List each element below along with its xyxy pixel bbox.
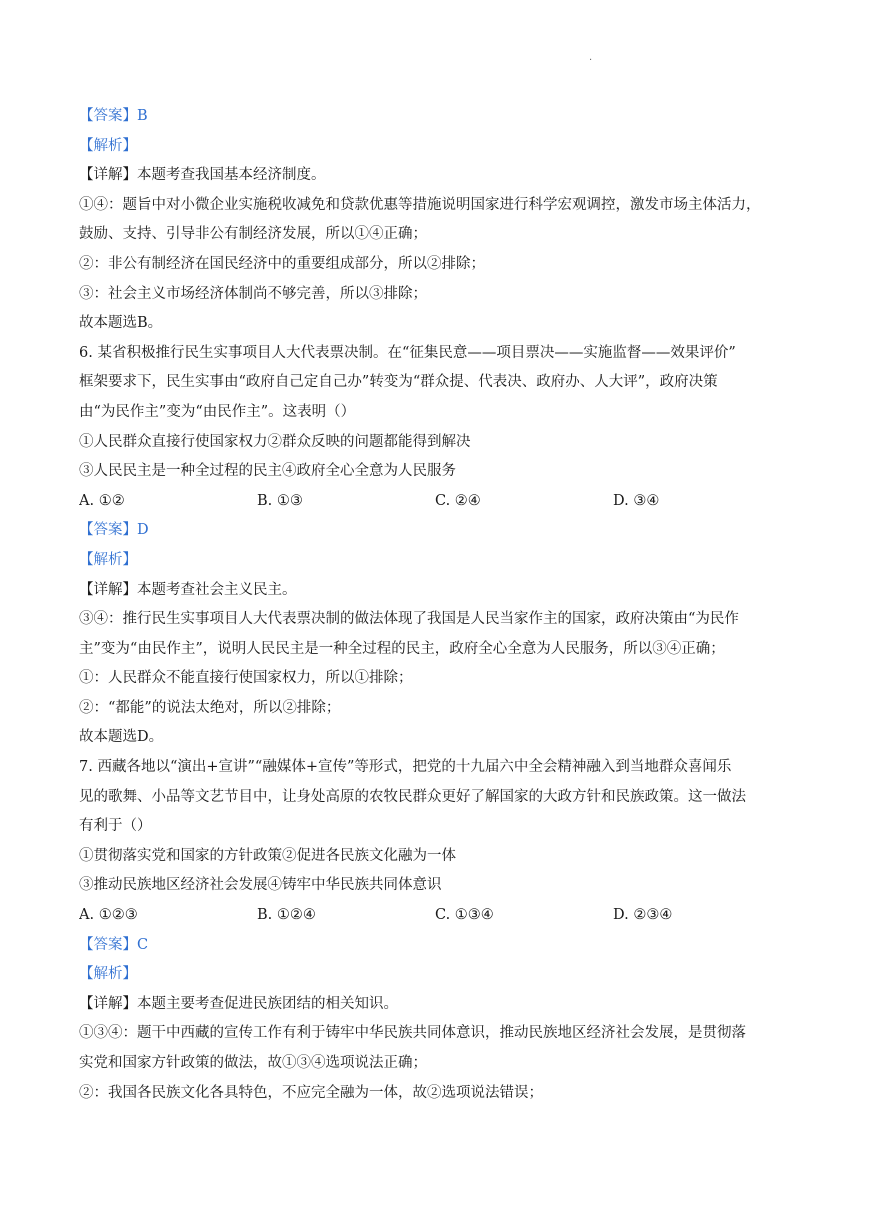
question-7-statement: ①贯彻落实党和国家的方针政策②促进各民族文化融为一体 xyxy=(79,847,456,864)
question-6-stem: 由“为民作主”变为“由民作主”。这表明（） xyxy=(79,403,356,420)
detail-line: ①：人民群众不能直接行使国家权力，所以①排除； xyxy=(79,670,413,687)
option-c: C. ②④ xyxy=(435,492,481,509)
question-6-statement: ③人民民主是一种全过程的民主④政府全心全意为人民服务 xyxy=(79,463,456,480)
detail-line: ②：“都能”的说法太绝对，所以②排除； xyxy=(79,699,341,716)
answer-label: 【答案】D xyxy=(79,522,149,539)
detail-line: 故本题选D。 xyxy=(79,729,164,746)
detail-line: ③：社会主义市场经济体制尚不够完善，所以③排除； xyxy=(79,285,427,302)
detail-line: ①③④：题干中西藏的宣传工作有利于铸牢中华民族共同体意识，推动民族地区经济社会发展，是贯彻落 xyxy=(79,1025,746,1042)
analysis-label: 【解析】 xyxy=(79,551,137,568)
option-d: D. ②③④ xyxy=(613,907,673,924)
detail-line: 鼓励、支持、引导非公有制经济发展，所以①④正确； xyxy=(79,226,427,243)
option-c: C. ①③④ xyxy=(435,907,494,924)
detail-line: 故本题选B。 xyxy=(79,315,163,332)
question-6-stem: 6. 某省积极推行民生实事项目人大代表票决制。在“征集民意——项目票决——实施监督——效果评价” xyxy=(79,344,736,361)
question-7-options xyxy=(79,901,791,931)
option-b: B. ①③ xyxy=(257,492,303,509)
analysis-label: 【解析】 xyxy=(79,966,137,983)
detail-line: 【详解】本题主要考查促进民族团结的相关知识。 xyxy=(79,995,398,1012)
question-6-stem: 框架要求下，民生实事由“政府自己定自己办”转变为“群众提、代表决、政府办、人大评”，政府决策 xyxy=(79,374,718,391)
question-6-statement: ①人民群众直接行使国家权力②群众反映的问题都能得到解决 xyxy=(79,433,471,450)
detail-line: 主”变为“由民作主”，说明人民民主是一种全过程的民主，政府全心全意为人民服务，所以③④正确； xyxy=(79,640,725,657)
answer-label: 【答案】B xyxy=(79,108,148,124)
page-content xyxy=(79,102,791,1108)
detail-line: ②：我国各民族文化各具特色，不应完全融为一体，故②选项说法错误； xyxy=(79,1084,543,1101)
answer-label: 【答案】C xyxy=(79,936,149,953)
option-a: A. ①② xyxy=(79,492,125,509)
detail-line: 【详解】本题考查我国基本经济制度。 xyxy=(79,167,326,184)
question-7-stem: 7. 西藏各地以“演出+宣讲”“融媒体+宣传”等形式，把党的十九届六中全会精神融入到当地群众喜闻乐 xyxy=(79,759,732,776)
question-7-statement: ③推动民族地区经济社会发展④铸牢中华民族共同体意识 xyxy=(79,877,442,894)
option-a: A. ①②③ xyxy=(79,907,138,924)
detail-line: 【详解】本题考查社会主义民主。 xyxy=(79,581,297,598)
analysis-label: 【解析】 xyxy=(79,137,137,154)
detail-line: ③④：推行民生实事项目人大代表票决制的做法体现了我国是人民当家作主的国家，政府决策由“为民作 xyxy=(79,611,739,628)
detail-line: ①④：题旨中对小微企业实施税收减免和贷款优惠等措施说明国家进行科学宏观调控，激发市场主体活力， xyxy=(79,196,761,213)
question-7-stem: 有利于（） xyxy=(79,818,152,835)
option-b: B. ①②④ xyxy=(257,907,316,924)
header-mark: . xyxy=(589,52,593,63)
detail-line: ②：非公有制经济在国民经济中的重要组成部分，所以②排除； xyxy=(79,255,485,272)
detail-line: 实党和国家方针政策的做法，故①③④选项说法正确； xyxy=(79,1055,427,1071)
option-d: D. ③④ xyxy=(613,492,660,509)
question-7-stem: 见的歌舞、小品等文艺节目中，让身处高原的农牧民群众更好了解国家的大政方针和民族政策。这一做法 xyxy=(79,788,746,805)
question-6-options xyxy=(79,487,791,517)
